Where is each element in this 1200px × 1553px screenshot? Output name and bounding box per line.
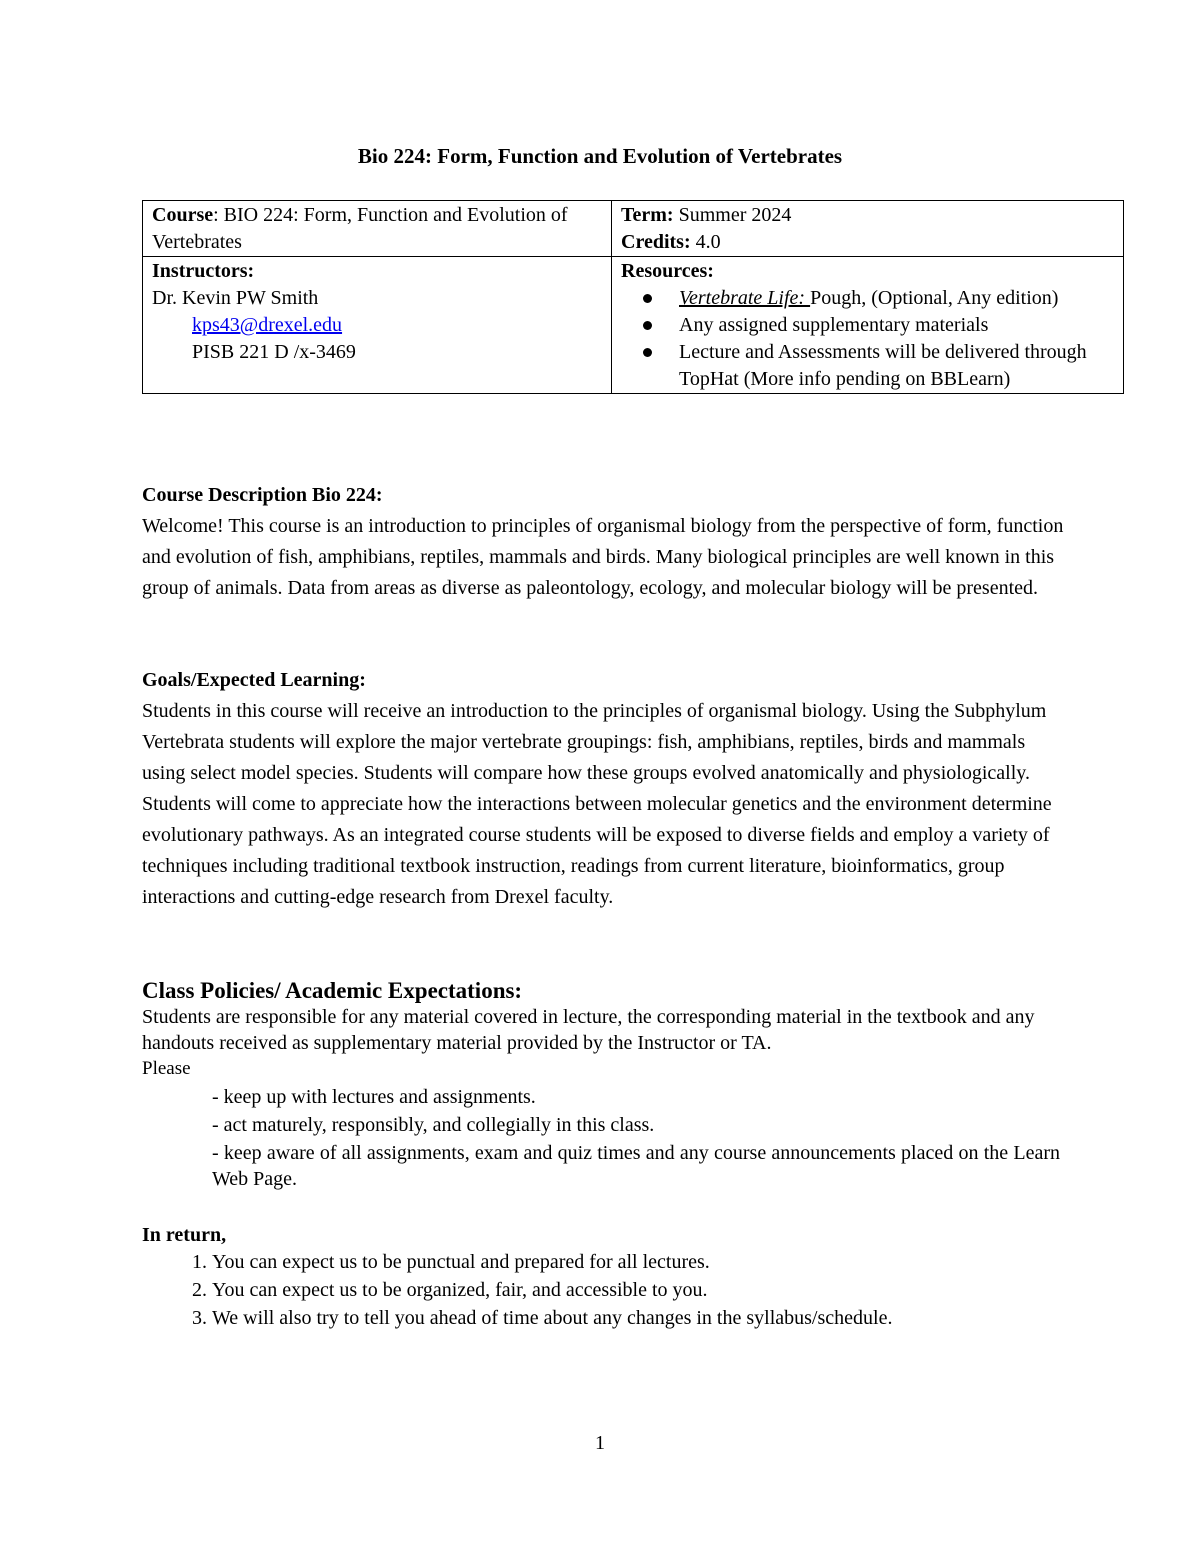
in-return-heading: In return,	[142, 1224, 227, 1246]
instructors-cell	[143, 257, 612, 394]
list-item: Lecture and Assessments will be delivered through TopHat (More info pending on BBLearn)	[679, 339, 1114, 393]
list-item: Any assigned supplementary materials	[679, 312, 1114, 339]
goals-heading: Goals/Expected Learning:	[142, 669, 366, 691]
course-description-heading: Course Description Bio 224:	[142, 484, 383, 506]
course-value: : BIO 224: Form, Function and Evolution of Vertebrates	[152, 204, 568, 253]
term-label: Term:	[621, 204, 674, 226]
resources-label: Resources:	[621, 260, 714, 282]
course-label: Course	[152, 204, 214, 226]
list-item	[679, 285, 1114, 312]
list-item: - keep up with lectures and assignments.	[212, 1086, 536, 1108]
goals-section	[142, 665, 1072, 913]
course-cell	[143, 201, 612, 257]
textbook-details: Pough, (Optional, Any edition)	[810, 287, 1059, 309]
course-description-section	[142, 480, 1072, 604]
instructor-name: Dr. Kevin PW Smith	[152, 287, 319, 309]
list-item: - keep aware of all assignments, exam and quiz times and any course announcements placed on the Learn Web Page.	[212, 1142, 1060, 1190]
course-description-text: Welcome! This course is an introduction to principles of organismal biology from the perspective of form, function and evolution of fish, amphibians, reptiles, mammals and birds. Many biological principles are well known in this group of animals. Data from areas as diverse as paleontology, ecology, and molecular biology will be presented.	[142, 515, 1064, 599]
credits-label: Credits:	[621, 231, 691, 253]
instructor-office: PISB 221 D /x-3469	[192, 341, 356, 363]
goals-text: Students in this course will receive an introduction to the principles of organismal biology. Using the Subphylum Vertebrata students will explore the major vertebrate groupings: fish, amphibians, reptiles, birds and mammals using select model species. Students will compare how these groups evolved anatomically and physiologically. Students will come to appreciate how the interactions between molecular genetics and the environment determine evolutionary pathways. As an integrated course students will be exposed to diverse fields and employ a variety of techniques including traditional textbook instruction, readings from current literature, bioinformatics, group interactions and cutting-edge research from Drexel faculty.	[142, 700, 1052, 908]
table-row	[143, 201, 1124, 257]
policies-heading: Class Policies/ Academic Expectations:	[142, 978, 523, 1003]
policies-section	[142, 978, 1072, 1192]
policies-please: Please	[142, 1058, 191, 1079]
term-cell	[612, 201, 1124, 257]
list-item: - act maturely, responsibly, and collegially in this class.	[212, 1114, 655, 1136]
list-item: 2. You can expect us to be organized, fair, and accessible to you.	[212, 1276, 1072, 1304]
list-item: 1. You can expect us to be punctual and prepared for all lectures.	[212, 1248, 1072, 1276]
instructors-label: Instructors:	[152, 260, 255, 282]
resources-list	[621, 285, 1114, 393]
in-return-section	[142, 1222, 1072, 1332]
page-number: 1	[595, 1432, 605, 1454]
page-title: Bio 224: Form, Function and Evolution of Vertebrates	[357, 144, 843, 168]
table-row	[143, 257, 1124, 394]
credits-value: 4.0	[690, 231, 721, 253]
policies-intro: Students are responsible for any material covered in lecture, the corresponding material in the textbook and any handouts received as supplementary material provided by the Instructor or TA.	[142, 1006, 1035, 1054]
course-info-table	[142, 200, 1124, 394]
in-return-list	[142, 1248, 1072, 1332]
list-item: 3. We will also try to tell you ahead of time about any changes in the syllabus/schedule.	[212, 1304, 1072, 1332]
textbook-title: Vertebrate Life:	[679, 287, 811, 309]
term-value: Summer 2024	[673, 204, 792, 226]
instructor-email-link[interactable]: kps43@drexel.edu	[192, 314, 343, 336]
policies-list	[142, 1084, 1072, 1192]
resources-cell	[612, 257, 1124, 394]
